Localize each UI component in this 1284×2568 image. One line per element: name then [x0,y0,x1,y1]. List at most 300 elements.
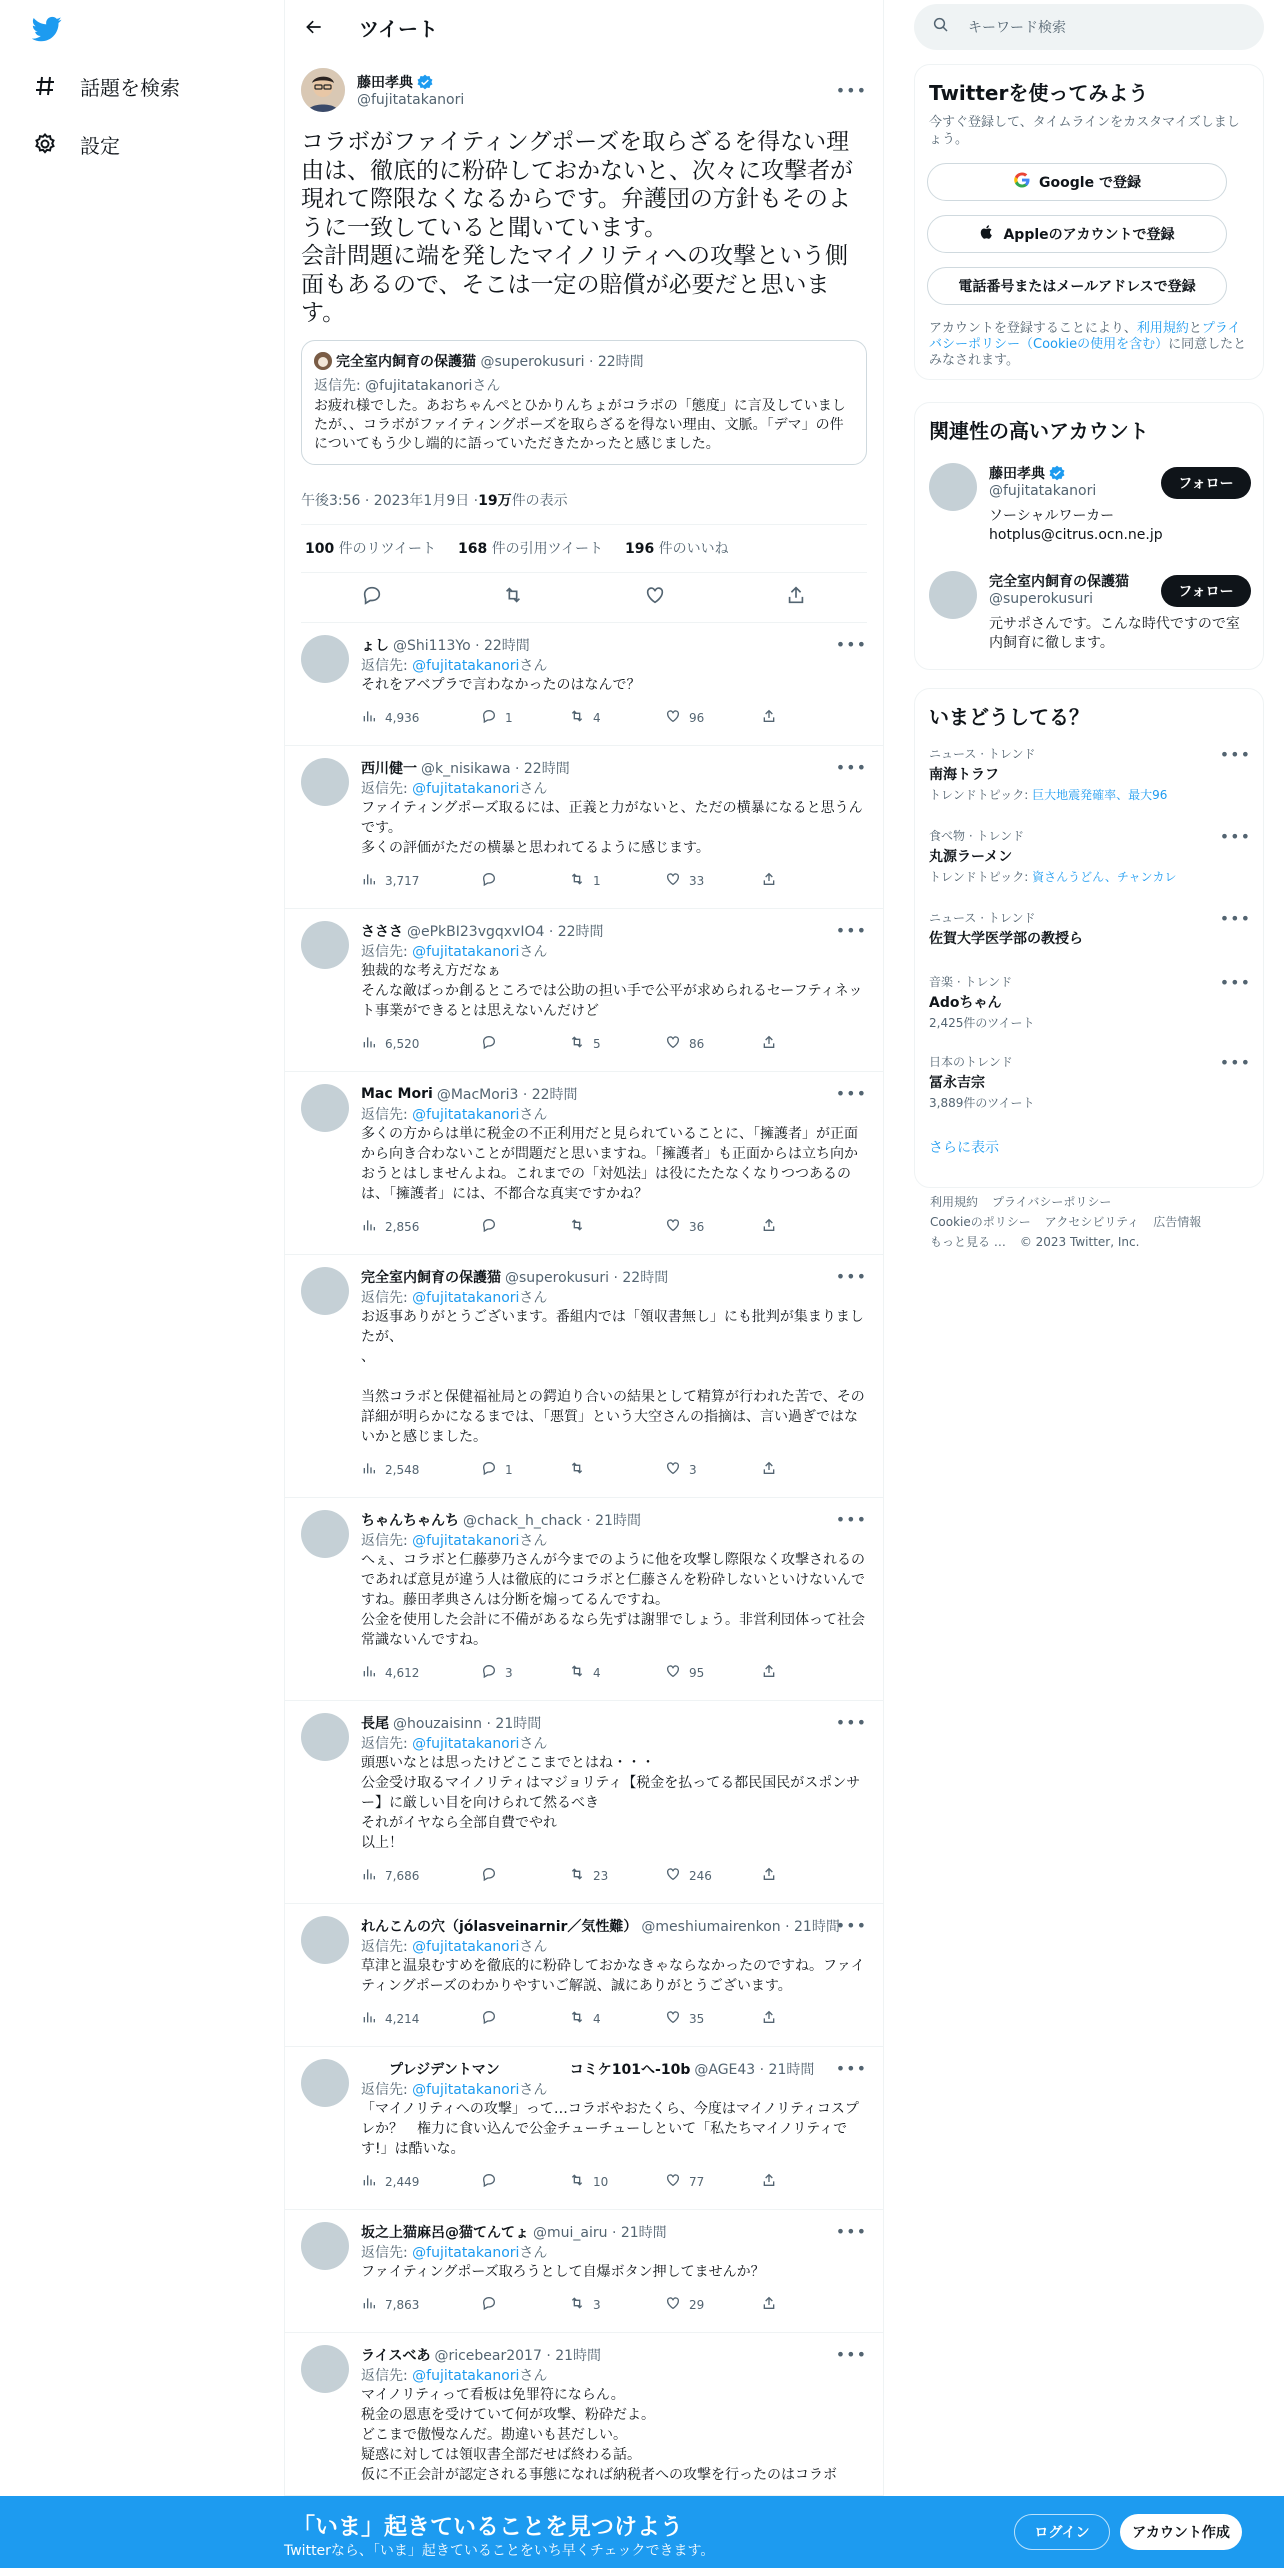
reply-button[interactable] [481,2009,569,2028]
reply-actions [361,1453,867,1487]
reply-tweet[interactable] [285,909,883,1072]
like-count: 95 [689,1665,705,1680]
reply-author-name[interactable]: れんこんの穴（jólasveinarnir／気性難） [361,1918,638,1935]
retweet-count: 100 [305,541,335,557]
retweet-count: 10 [593,2174,609,2189]
reply-button[interactable] [481,1866,569,1885]
like-count: 33 [689,873,705,888]
reply-to-link[interactable]: @fujitatakanori [412,1289,520,1306]
reply-button[interactable] [481,2295,569,2314]
reply-to-link[interactable]: @fujitatakanori [412,1938,520,1955]
like-button[interactable] [665,708,761,727]
reply-to-prefix: 返信先: [361,780,413,797]
reply-to [361,2242,867,2262]
related-title: 関連性の高いアカウント [929,419,1149,443]
reply-tweet[interactable] [285,1255,883,1498]
trend-topic [929,786,1251,803]
reply-to-link[interactable]: @fujitatakanori [412,2367,520,2384]
reply-tweet[interactable] [285,2210,883,2333]
reply-to-suffix: さん [519,1938,548,1955]
follow-button[interactable]: フォロー [1161,467,1251,499]
like-count: 29 [689,2297,705,2312]
avatar[interactable] [929,571,977,619]
signup-title: Twitterを使ってみよう [929,81,1149,105]
retweet-button[interactable] [569,1460,665,1479]
tweet-actions [301,573,867,623]
reply-author-name[interactable]: 長尾 [361,1715,389,1732]
reply-to-prefix: 返信先: [361,2081,413,2098]
copyright: © 2023 Twitter, Inc. [1019,1235,1140,1249]
author-handle[interactable]: @fujitatakanori [357,92,465,108]
share-button[interactable] [761,1663,785,1682]
avatar[interactable] [301,921,349,969]
page-header [285,0,883,54]
retweet-count: 3 [593,2297,601,2312]
apple-icon [979,224,995,244]
reply-to-link[interactable]: @fujitatakanori [412,1106,520,1123]
reply-handle-time[interactable]: @meshiumairenkon · 21時間 [641,1918,840,1935]
reply-author-name[interactable]: 完全室内飼育の保護猫 [361,1269,501,1286]
like-count: 3 [689,1462,697,1477]
like-icon [665,1663,689,1682]
views-button[interactable] [361,1866,481,1885]
retweet-button[interactable] [569,2009,665,2028]
views-button[interactable] [361,1663,481,1682]
views-button[interactable] [361,1460,481,1479]
trend-category: 食べ物 · トレンド [929,829,1025,843]
more-options-icon[interactable]: ••• [835,2222,867,2241]
footer-more-link[interactable]: もっと見る … [930,1235,1006,1249]
reply-handle-time[interactable]: @Shi113Yo · 22時間 [393,637,530,654]
like-button[interactable] [665,1663,761,1682]
retweet-button[interactable] [569,871,665,890]
share-button[interactable] [761,1866,785,1885]
more-options-icon[interactable]: ••• [1219,827,1251,846]
reply-text: 「マイノリティへの攻撃」って…コラボやおたくら、今度はマイノリティコスプレか？ 権力に食い込んで公金チューチューしといて「私たちマイノリティです!」は酷いな。 [361,2100,859,2157]
trend-item[interactable] [929,909,1251,948]
view-count: 19万 [478,493,512,509]
retweet-count: 1 [593,873,601,888]
like-button[interactable] [665,1866,761,1885]
views-icon [361,1034,385,1053]
reply-count: 1 [505,710,513,725]
left-nav [0,0,284,2568]
more-options-icon[interactable]: ••• [835,1713,867,1732]
trend-name: 丸源ラーメン [929,849,1013,865]
hashtag-icon [32,73,58,99]
avatar[interactable] [301,2345,349,2393]
like-count: 35 [689,2011,705,2026]
reply-button[interactable] [481,871,569,890]
like-icon [665,2172,689,2191]
more-options-icon[interactable]: ••• [835,1916,867,1935]
apple-signup-label: Appleのアカウントで登録 [1003,227,1175,243]
avatar[interactable] [301,2222,349,2270]
reply-to-link[interactable]: @fujitatakanori [412,2244,520,2261]
quote-label: 件の引用ツイート [487,541,603,557]
reply-handle-time[interactable]: @superokusuri · 22時間 [505,1269,669,1286]
trend-category: 日本のトレンド [929,1055,1013,1069]
views-button[interactable] [361,2172,481,2191]
reply-button[interactable] [481,1663,569,1682]
reply-handle-time[interactable]: @MacMori3 · 22時間 [436,1086,578,1103]
like-icon [665,1866,689,1885]
views-count: 6,520 [385,1036,420,1051]
more-options-icon[interactable]: ••• [1219,745,1251,764]
avatar[interactable] [301,1916,349,1964]
share-button[interactable] [761,2009,785,2028]
reply-tweet[interactable] [285,1701,883,1904]
views-icon [361,1460,385,1479]
reply-to [361,1936,867,1956]
more-options-icon[interactable]: ••• [1219,909,1251,928]
reply-handle-time[interactable]: @ricebear2017 · 21時間 [434,2347,602,2364]
reply-button[interactable] [481,1217,569,1236]
reply-to-prefix: 返信先: [361,1938,413,1955]
reply-actions [361,2002,867,2036]
google-signup-label: Google で登録 [1039,175,1141,191]
views-count: 4,214 [385,2011,420,2026]
reply-to-suffix: さん [519,1106,548,1123]
reply-to-link[interactable]: @fujitatakanori [412,657,520,674]
retweet-button[interactable] [569,1217,665,1236]
like-button[interactable] [665,871,761,890]
share-button[interactable] [761,1460,785,1479]
views-count: 7,686 [385,1868,420,1883]
like-button[interactable] [665,2172,761,2191]
quote-text: お疲れ様でした。あおちゃんぺとひかりんちょがコラボの「態度」に言及していましたが、、コラボがファイティングポーズを取らざるを得ない理由、文脈。「デマ」の件についてもう少し端的に語っていただきたかったと感じました。 [314,397,846,452]
reply-to-link[interactable]: @fujitatakanori [412,780,520,797]
avatar[interactable] [301,1510,349,1558]
views-button[interactable] [361,1034,481,1053]
avatar[interactable] [929,463,977,511]
views-count: 2,856 [385,1219,420,1234]
like-count: 196 [624,541,655,557]
trend-item[interactable] [929,973,1251,1031]
terms-link[interactable]: 利用規約 [1136,321,1189,336]
trend-topic-link[interactable]: 資さんうどん、チャンカレ [1032,870,1177,884]
reply-to-suffix: さん [519,2367,548,2384]
reply-actions [361,1027,867,1061]
signup-panel [914,64,1264,380]
like-icon[interactable] [644,584,666,610]
views-icon [361,1663,385,1682]
share-icon [761,1663,785,1682]
retweet-count: 4 [593,2011,601,2026]
views-button[interactable] [361,708,481,727]
retweet-button[interactable] [569,1663,665,1682]
retweet-button[interactable] [569,1034,665,1053]
more-options-icon[interactable]: ••• [835,1267,867,1286]
retweet-button[interactable] [569,708,665,727]
retweet-button[interactable] [569,2172,665,2191]
more-options-icon[interactable]: ••• [835,1510,867,1529]
reply-to [361,941,867,961]
footer-terms-link[interactable]: 利用規約 [930,1195,979,1209]
trend-item[interactable] [929,827,1251,885]
more-options-icon[interactable]: ••• [835,758,867,777]
legal-text-1: アカウントを登録することにより、 [929,321,1137,336]
views-icon [361,2295,385,2314]
views-count: 4,936 [385,710,420,725]
reply-tweet[interactable] [285,1072,883,1255]
reply-author-name[interactable]: 坂之上猫麻呂@猫てんてょ [361,2224,529,2241]
retweet-icon[interactable] [502,584,524,610]
share-icon [761,2172,785,2191]
more-options-icon[interactable]: ••• [835,1084,867,1103]
reply-handle-time[interactable]: @houzaisinn · 21時間 [393,1715,542,1732]
reply-handle-time[interactable]: @ePkBI23vgqxvIO4 · 22時間 [407,923,604,940]
avatar[interactable] [301,68,345,112]
footer-cookie-link[interactable]: Cookieのポリシー [930,1215,1031,1229]
more-options-icon[interactable]: ••• [835,80,867,100]
reply-to [361,1733,867,1753]
legal-text-3: に同意したとみなされます。 [929,337,1247,368]
reply-author-name[interactable]: ょし [361,637,389,654]
verified-badge-icon [417,74,433,90]
avatar[interactable] [301,1084,349,1132]
trend-category: ニュース · トレンド [929,747,1036,761]
views-count: 2,548 [385,1462,420,1477]
quote-author-name: 完全室内飼育の保護猫 [336,353,476,370]
reply-text: 草津と温泉むすめを徹底的に粉砕しておかなきゃならなかったのですね。ファイティングポーズのわかりやすいご解説、誠にありがとうございます。 [361,1957,865,1994]
reply-to-suffix: さん [519,657,548,674]
show-more-link[interactable]: さらに表示 [929,1140,999,1156]
like-icon [665,1460,689,1479]
trend-name: 冨永吉宗 [929,1075,985,1091]
like-button[interactable] [665,1217,761,1236]
retweet-icon [569,2172,593,2191]
retweet-button[interactable] [569,1866,665,1885]
retweet-button[interactable] [569,2295,665,2314]
more-options-icon[interactable]: ••• [835,2059,867,2078]
search-icon [932,16,968,38]
reply-to-suffix: さん [519,943,548,960]
reply-icon [481,1217,505,1236]
retweet-label: 件のリツイート [334,541,436,557]
reply-icon [481,1866,505,1885]
reply-to-prefix: 返信先: [361,943,413,960]
like-button[interactable] [665,1034,761,1053]
reply-count: 1 [505,1462,513,1477]
views-count: 7,863 [385,2297,420,2312]
like-icon [665,2295,689,2314]
reply-button[interactable] [481,1460,569,1479]
phone-email-signup-button[interactable] [927,267,1227,305]
related-account-bio: ソーシャルワーカー hotplus@citrus.ocn.ne.jp [989,508,1163,543]
reply-tweet[interactable] [285,623,883,746]
main-tweet [285,54,883,623]
trend-name: Adoちゃん [929,995,1002,1011]
reply-to [361,2365,867,2385]
nav-settings[interactable] [32,124,120,164]
reply-handle-time[interactable]: @chack_h_chack · 21時間 [463,1512,641,1529]
views-button[interactable] [361,2295,481,2314]
more-options-icon[interactable]: ••• [1219,1053,1251,1072]
footer-ads-link[interactable]: 広告情報 [1153,1215,1202,1229]
reply-handle-time[interactable]: @mui_airu · 21時間 [533,2224,667,2241]
share-button[interactable] [761,1034,785,1053]
share-button[interactable] [761,2172,785,2191]
views-button[interactable] [361,2009,481,2028]
trend-category: ニュース · トレンド [929,911,1036,925]
reply-tweet[interactable] [285,2047,883,2210]
retweet-count: 5 [593,1036,601,1051]
author-name[interactable]: 藤田孝典 [357,75,413,91]
avatar[interactable] [301,1713,349,1761]
quote-stat[interactable] [458,538,603,558]
reply-icon [481,1034,505,1053]
reply-text: 多くの方からは単に税金の不正利用だと見られていることに、「擁護者」が正面から向き合わないことが問題だと思いますね。「擁護者」も正面からは立ち向かおうとはしませんよね。これまでの「対処法」は役にたたなくなりつつあるのは、「擁護者」には、不都合な真実ですかね？ [361,1125,858,1202]
retweet-icon [569,1460,593,1479]
quoted-tweet[interactable] [301,340,867,465]
reply-list [285,623,883,2496]
apple-signup-button[interactable] [927,215,1227,253]
views-icon [361,2009,385,2028]
reply-tweet[interactable] [285,2333,883,2496]
bottom-bar-subtitle: Twitterなら、「いま」起きていることをいち早くチェックできます。 [284,2543,715,2559]
trend-topic-prefix: トレンドトピック: [929,870,1033,884]
tweet-stats [301,525,867,573]
views-button[interactable] [361,871,481,890]
reply-text: マイノリティって看板は免罪符にならん。 税金の恩恵を受けていて何が攻撃、粉砕だよ。 どこまで傲慢なんだ。勘違いも甚だしい。 疑惑に対しては領収書全部だせば終わる話。 仮に不正会計が認定される事態になれば納税者への攻撃を行ったのはコラボ [361,2386,837,2483]
reply-icon [481,1663,505,1682]
login-button[interactable]: ログイン [1014,2514,1110,2550]
share-icon [761,871,785,890]
reply-author-name[interactable]: ちゃんちゃんち [361,1512,459,1529]
like-button[interactable] [665,2295,761,2314]
reply-icon [481,1460,505,1479]
reply-icon [481,871,505,890]
like-icon [665,2009,689,2028]
like-count: 77 [689,2174,705,2189]
more-options-icon[interactable]: ••• [835,921,867,940]
share-icon[interactable] [785,584,807,610]
back-arrow-icon[interactable] [301,14,327,40]
share-button[interactable] [761,1217,785,1236]
reply-button[interactable] [481,2172,569,2191]
reply-tweet[interactable] [285,1904,883,2047]
retweet-count: 23 [593,1868,609,1883]
trend-category: 音楽 · トレンド [929,975,1013,989]
trend-item[interactable] [929,1053,1251,1111]
avatar[interactable] [301,1267,349,1315]
share-button[interactable] [761,871,785,890]
like-button[interactable] [665,1460,761,1479]
footer-privacy-link[interactable]: プライバシーポリシー [992,1195,1112,1209]
trends-panel [914,688,1264,1188]
views-icon [361,1217,385,1236]
trend-tweet-count: 2,425件のツイート [929,1016,1035,1030]
like-count: 86 [689,1036,705,1051]
more-options-icon[interactable]: ••• [835,2345,867,2364]
reply-to [361,1530,867,1550]
reply-actions [361,1656,867,1690]
reply-to-prefix: 返信先: [361,1532,413,1549]
share-icon [761,1217,785,1236]
avatar[interactable] [301,758,349,806]
twitter-logo-icon[interactable] [32,14,68,44]
reply-to-prefix: 返信先: [361,1289,413,1306]
retweet-icon [569,871,593,890]
reply-to-suffix: さん [519,1289,548,1306]
reply-button[interactable] [481,708,569,727]
reply-to-prefix: 返信先: [361,1735,413,1752]
share-button[interactable] [761,2295,785,2314]
reply-tweet[interactable] [285,746,883,909]
related-account-bio: 元サポさんです。こんな時代ですので室内飼育に徹します。 [989,616,1240,651]
reply-author-name[interactable]: ライスべあ [361,2347,431,2364]
google-signup-button[interactable] [927,163,1227,201]
reply-to-link[interactable]: @fujitatakanori [412,1735,520,1752]
reply-to-link[interactable]: @fujitatakanori [412,943,520,960]
share-icon [761,1866,785,1885]
avatar[interactable] [301,635,349,683]
nav-explore[interactable] [32,66,180,106]
search-placeholder: キーワード検索 [968,20,1066,36]
like-icon [665,1034,689,1053]
reply-to [361,2079,867,2099]
tweet-timestamp[interactable]: 午後3:56 · 2023年1月9日 · [301,493,479,509]
views-button[interactable] [361,1217,481,1236]
google-icon [1013,171,1031,193]
signup-subtitle: 今すぐ登録して、タイムラインをカスタマイズしましょう。 [929,115,1240,147]
reply-author-name[interactable]: 西川健一 [361,760,417,777]
views-icon [361,2172,385,2191]
reply-actions [361,864,867,898]
share-icon [761,1034,785,1053]
trend-name: 佐賀大学医学部の教授ら [929,931,1083,947]
reply-to-prefix: 返信先: [361,2244,413,2261]
avatar[interactable] [301,2059,349,2107]
views-icon [361,708,385,727]
reply-handle-time[interactable]: @AGE43 · 21時間 [694,2061,815,2078]
reply-icon[interactable] [361,584,383,610]
retweet-icon [569,1866,593,1885]
reply-tweet[interactable] [285,1498,883,1701]
reply-author-name[interactable]: プレジデントマン コミケ101へ-10b [361,2061,691,2078]
reply-to-suffix: さん [519,1735,548,1752]
more-options-icon[interactable]: ••• [1219,973,1251,992]
nav-explore-label: 話題を検索 [80,75,180,100]
follow-button[interactable]: フォロー [1161,575,1251,607]
more-options-icon[interactable]: ••• [835,635,867,654]
retweet-count: 4 [593,1665,601,1680]
like-stat[interactable] [625,538,729,558]
reply-to-suffix: さん [519,2081,548,2098]
trend-topic-link[interactable]: 巨大地震発確率、最大96 [1032,788,1168,802]
reply-to-link[interactable]: @fujitatakanori [412,2081,520,2098]
related-accounts-panel [914,402,1264,670]
trend-item[interactable] [929,745,1251,803]
legal-text-2: と [1188,321,1202,336]
retweet-icon [569,708,593,727]
reply-author-name[interactable]: Mac Mori [361,1085,433,1102]
reply-handle-time[interactable]: @k_nisikawa · 22時間 [421,760,570,777]
search-input[interactable] [914,4,1264,50]
signup-button[interactable]: アカウント作成 [1120,2514,1242,2550]
footer-accessibility-link[interactable]: アクセシビリティ [1044,1215,1140,1229]
like-button[interactable] [665,2009,761,2028]
privacy-link[interactable]: プライバシーポリシー（Cookieの使用を含む） [929,321,1241,352]
share-button[interactable] [761,708,785,727]
retweet-stat[interactable] [305,538,436,558]
reply-author-name[interactable]: さささ [361,923,403,940]
reply-to-link[interactable]: @fujitatakanori [412,1532,520,1549]
related-account-name: 完全室内飼育の保護猫 [989,574,1129,590]
reply-actions [361,1210,867,1244]
reply-button[interactable] [481,1034,569,1053]
